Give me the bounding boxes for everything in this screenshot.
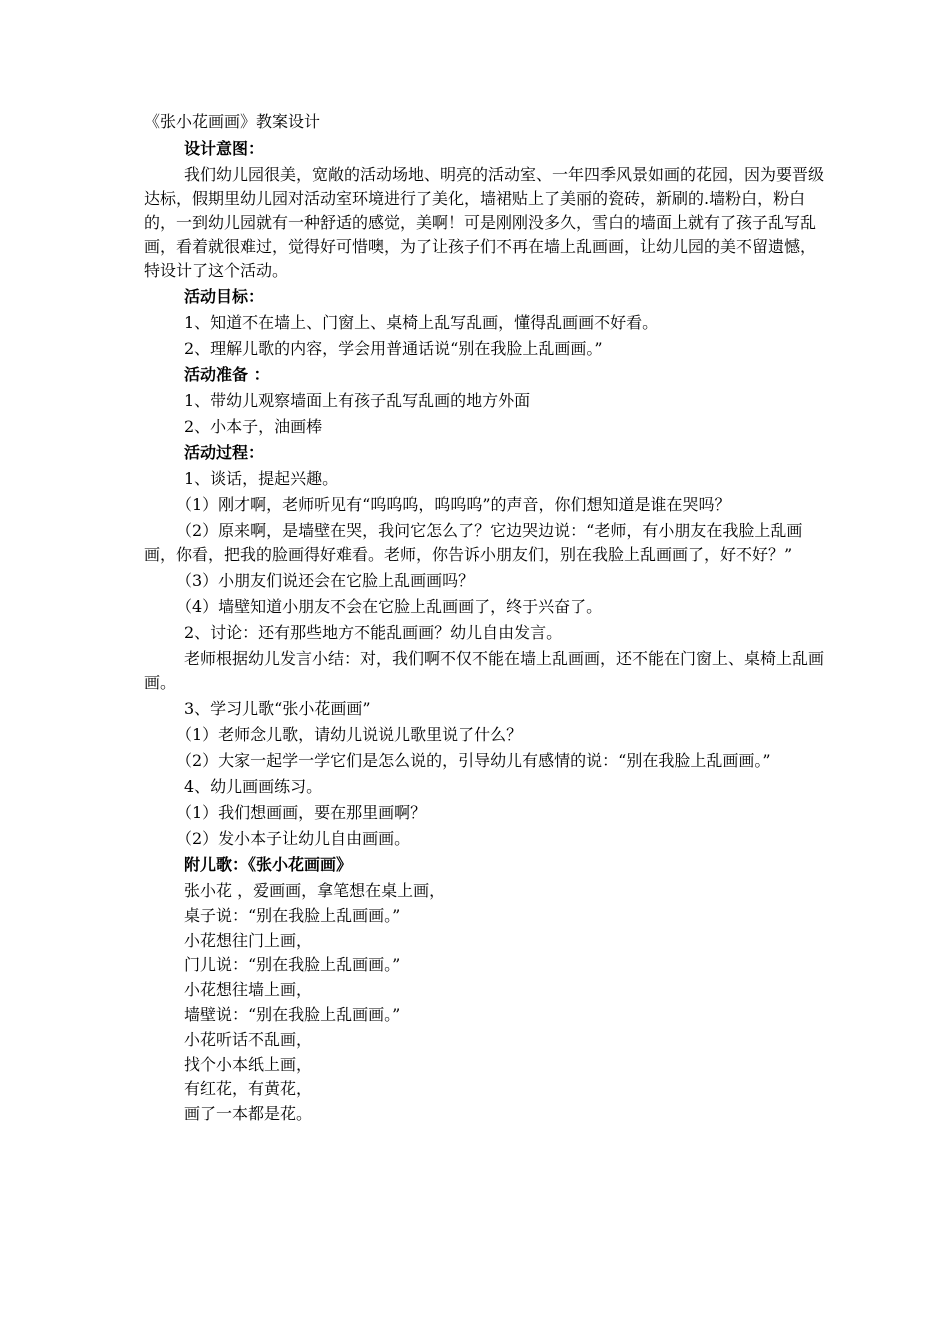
heading-activity-process: 活动过程： xyxy=(184,443,265,462)
song-line: 画了一本都是花。 xyxy=(184,1104,313,1124)
song-line: 小花听话不乱画， xyxy=(184,1029,313,1049)
prep-item-1: 1、带幼儿观察墙面上有孩子乱写乱画的地方外面 xyxy=(184,391,531,410)
heading-activity-preparation: 活动准备 ： xyxy=(184,365,270,384)
heading-activity-goals: 活动目标： xyxy=(184,287,265,306)
step-2: 2、讨论：还有那些地方不能乱画画？幼儿自由发言。 xyxy=(184,623,563,642)
song-line: 墙壁说：“别在我脸上乱画画。” xyxy=(184,1004,401,1024)
song-line: 小花想往墙上画， xyxy=(184,980,313,1000)
song-line: 张小花 ，爱画画，拿笔想在桌上画， xyxy=(184,881,446,900)
step-4-substep-2: （2）发小本子让幼儿自由画画。 xyxy=(176,829,411,848)
goal-item-1: 1、知道不在墙上、门窗上、桌椅上乱写乱画，懂得乱画画不好看。 xyxy=(184,313,659,332)
step-4-substep-1: （1）我们想画画，要在那里画啊？ xyxy=(176,803,427,822)
goal-item-2: 2、理解儿歌的内容，学会用普通话说“别在我脸上乱画画。” xyxy=(184,339,603,358)
step-1-substep-3: （3）小朋友们说还会在它脸上乱画画吗？ xyxy=(176,571,475,590)
step-3-substep-1: （1）老师念儿歌，请幼儿说说儿歌里说了什么？ xyxy=(176,725,523,744)
step-1-substep-2: （2）原来啊，是墙壁在哭，我问它怎么了？它边哭边说：“老师，有小朋友在我脸上乱画画，你看，把我的脸画得好难看。老师，你告诉小朋友们，别在我脸上乱画画了，好不好？” xyxy=(144,521,803,564)
document-page xyxy=(144,110,826,1127)
song-line: 有红花，有黄花， xyxy=(184,1079,313,1099)
step-1: 1、谈话，提起兴趣。 xyxy=(184,469,339,488)
song-line: 门儿说：“别在我脸上乱画画。” xyxy=(184,955,401,975)
song-line: 小花想往门上画， xyxy=(184,930,313,950)
step-2-summary: 老师根据幼儿发言小结：对，我们啊不仅不能在墙上乱画画，还不能在门窗上、桌椅上乱画画。 xyxy=(144,649,825,692)
song-line: 桌子说：“别在我脸上乱画画。” xyxy=(184,905,401,925)
step-1-substep-1: （1）刚才啊，老师听见有“呜呜呜，呜呜呜”的声音，你们想知道是谁在哭吗？ xyxy=(176,495,731,514)
step-3: 3、学习儿歌“张小花画画” xyxy=(184,699,371,718)
design-intent-paragraph: 我们幼儿园很美，宽敞的活动场地、明亮的活动室、一年四季风景如画的花园，因为要晋级达标，假期里幼儿园对活动室环境进行了美化，墙裙贴上了美丽的瓷砖，新刷的.墙粉白，粉白的，一到幼儿园就有一种舒适的感觉，美啊！可是刚刚没多久，雪白的墙面上就有了孩子乱写乱画，看着就很难过，觉得好可惜噢，为了让孩子们不再在墙上乱画画，让幼儿园的美不留遗憾，特设计了这个活动。 xyxy=(144,165,825,280)
step-3-substep-2: （2）大家一起学一学它们是怎么说的，引导幼儿有感情的说：“别在我脸上乱画画。” xyxy=(176,751,771,770)
step-4: 4、幼儿画画练习。 xyxy=(184,777,323,796)
song-line: 找个小本纸上画， xyxy=(184,1054,313,1074)
doc-title: 《张小花画画》教案设计 xyxy=(144,112,321,131)
heading-design-intent: 设计意图： xyxy=(184,139,265,158)
prep-item-2: 2、小本子，油画棒 xyxy=(184,417,323,436)
heading-appended-song: 附儿歌：《张小花画画》 xyxy=(184,855,353,874)
step-1-substep-4: （4）墙壁知道小朋友不会在它脸上乱画画了，终于兴奋了。 xyxy=(176,597,603,616)
